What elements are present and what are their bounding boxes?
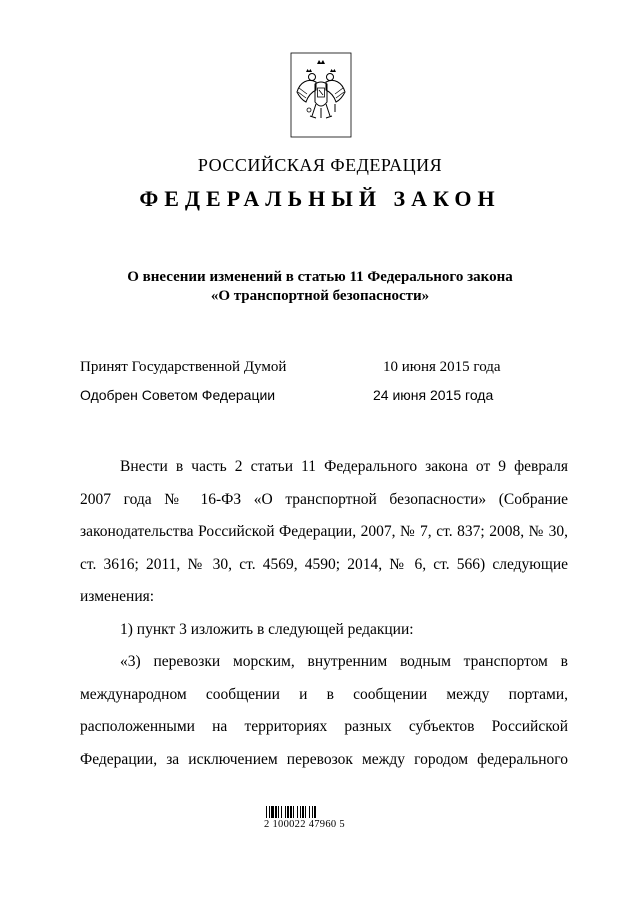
body-line: законодательства Российской Федерации, 2007, № 7, ст. 837; 2008, № 30, (80, 523, 568, 540)
law-body (80, 451, 568, 776)
body-line: изменения: (80, 588, 155, 605)
duma-adoption-label: Принят Государственной Думой (80, 359, 287, 375)
council-approval-date: 24 июня 2015 года (373, 387, 494, 403)
quote-line: международном сообщении и в сообщении между портами, (80, 685, 568, 703)
body-line: 2007 года № 16-ФЗ «О транспортной безопасности» (Собрание (80, 490, 568, 508)
item-1-line: 1) пункт 3 изложить в следующей редакции: (120, 620, 414, 638)
barcode-number: 2 100022 47960 5 (264, 819, 345, 830)
quote-line: «3) перевозки морским, внутренним водным транспортом в (120, 653, 568, 670)
body-line: Внести в часть 2 статьи 11 Федерального закона от 9 февраля (120, 458, 568, 475)
quote-line: расположенными на территориях разных субъектов Российской (80, 718, 568, 735)
document-type-title: ФЕДЕРАЛЬНЫЙ ЗАКОН (139, 186, 501, 211)
quote-line: Федерации, за исключением перевозок между городом федерального (80, 750, 568, 768)
council-approval-label: Одобрен Советом Федерации (80, 387, 276, 403)
duma-adoption-date: 10 июня 2015 года (383, 359, 501, 375)
coat-of-arms-emblem-icon (290, 52, 352, 138)
subject-line-2: «О транспортной безопасности» (210, 288, 430, 304)
law-subject (0, 268, 640, 306)
country-title: РОССИЙСКАЯ ФЕДЕРАЦИЯ (197, 155, 443, 175)
subject-line-1: О внесении изменений в статью 11 Федерального закона (127, 269, 513, 285)
body-line: ст. 3616; 2011, № 30, ст. 4569, 4590; 2014, № 6, ст. 566) следующие (80, 555, 568, 573)
